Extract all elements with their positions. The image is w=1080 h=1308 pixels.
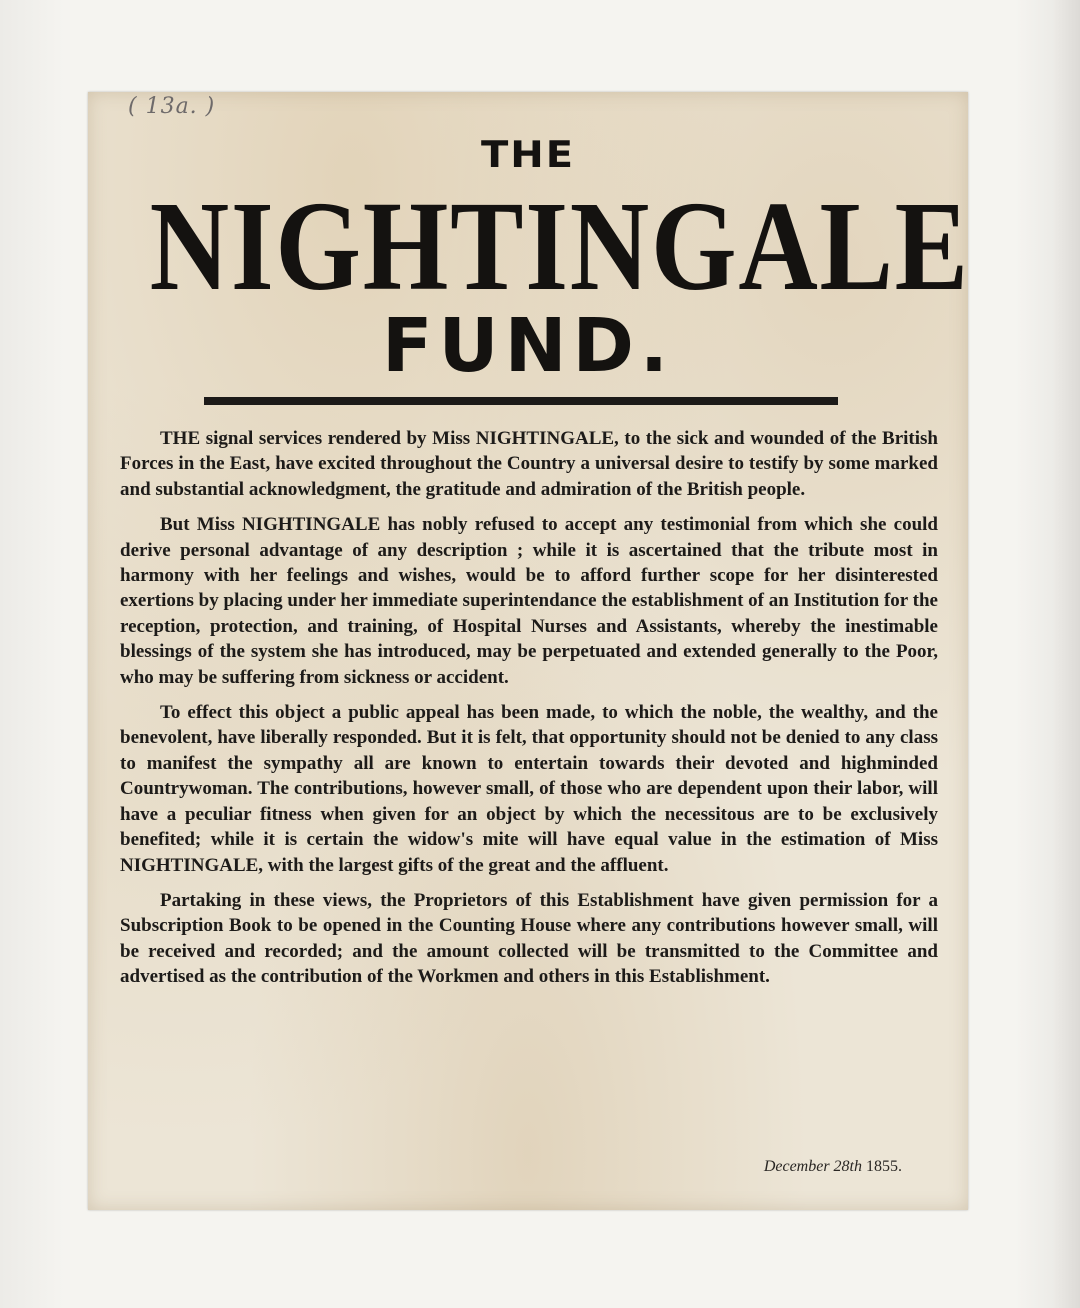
paragraph-1: THE signal services rendered by Miss NIGHTINGALE, to the sick and wounded of the British Forces in the East, have excited throughout the Country a universal desire to testify by some marked and substantial acknowledgment, the gratitude and admiration of the British people.	[120, 428, 938, 500]
date-year: 1855.	[866, 1158, 902, 1175]
paragraph-4: Partaking in these views, the Proprietors of this Establishment have given permission for a Subscription Book to be opened in the Counting House where any contributions however small, will be received and recorded; and the amount collected will be transmitted to the Committee and advertised as the contribution of the Workmen and others in this Establishment.	[120, 889, 938, 988]
catalog-mark: ( 13a. )	[128, 94, 216, 119]
date-line	[764, 1158, 902, 1176]
title-rule	[204, 397, 838, 405]
paragraph-2: But Miss NIGHTINGALE has nobly refused to accept any testimonial from which she could derive personal advantage of any description ; while it is ascertained that the tribute most in harmony with her feelings and wishes, would be to afford further scope for her disinterested exertions by placing under her immediate superintendance the establishment of an Institution for the reception, protection, and training, of Hospital Nurses and Assistants, whereby the inestimable blessings of the system she has introduced, may be perpetuated and extended generally to the Poor, who may be suffering from sickness or accident.	[120, 514, 938, 688]
title-fund: FUND.	[381, 303, 675, 389]
title-nightingale: NIGHTINGALE	[149, 175, 970, 317]
frame-edge	[1054, 0, 1080, 1308]
appeal-text	[120, 426, 938, 1000]
date-month-day: December 28th	[763, 1158, 862, 1175]
poster-sheet	[88, 92, 968, 1210]
title-the: THE	[480, 133, 576, 177]
paragraph-3: To effect this object a public appeal has been made, to which the noble, the wealthy, and the benevolent, have liberally responded. But it is felt, that opportunity should not be denied to any class to manifest the sympathy all are known to entertain towards their devoted and highminded Countrywoman. The contributions, however small, of those who are dependent upon their labor, will have a peculiar fitness when given for an object by which the necessitous are to be exclusively benefited; while it is certain the widow's mite will have equal value in the estimation of Miss NIGHTINGALE, with the largest gifts of the great and the affluent.	[120, 702, 938, 876]
